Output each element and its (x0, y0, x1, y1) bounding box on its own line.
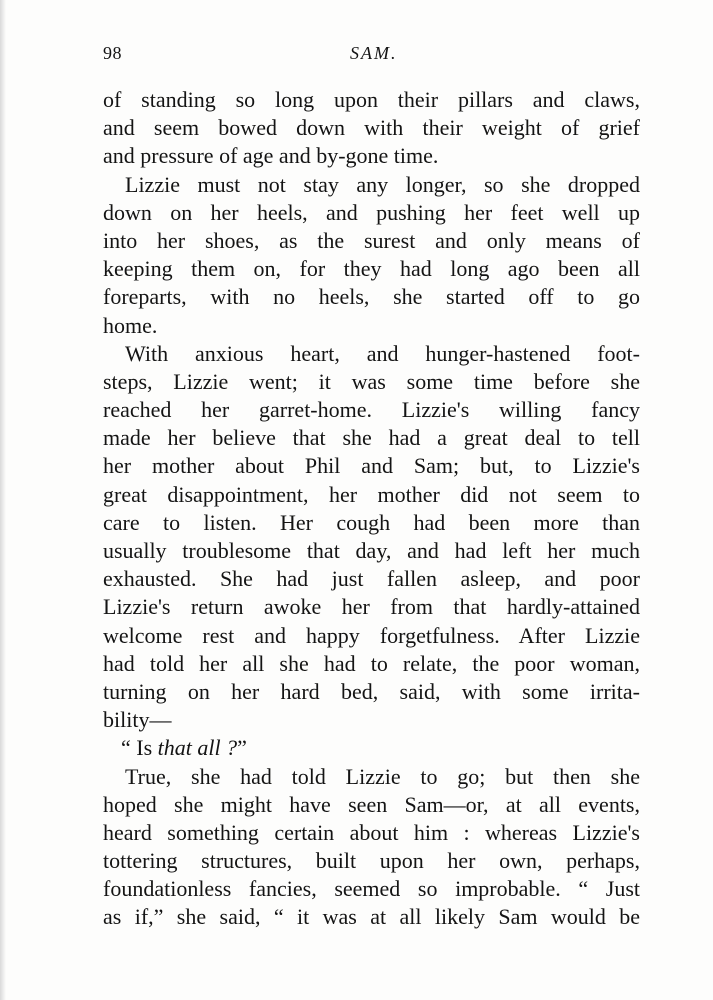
text-line: foundationless fancies, seemed so improbable. “ Just (103, 876, 640, 902)
page-header (103, 43, 643, 73)
text-line: her mother about Phil and Sam; but, to Lizzie's (103, 453, 640, 479)
page-number: 98 (103, 43, 122, 63)
text-line: and pressure of age and by-gone time. (103, 143, 439, 169)
text-line: True, she had told Lizzie to go; but then she (125, 763, 640, 789)
text-line: Lizzie must not stay any longer, so she dropped (125, 171, 640, 197)
text-line: bility— (103, 707, 172, 733)
text-line: heard something certain about him : whereas Lizzie's (103, 819, 640, 845)
text-line: Lizzie's return awoke her from that hardly-attained (103, 594, 640, 620)
text-line: of standing so long upon their pillars and claws, (103, 87, 640, 112)
text-line: great disappointment, her mother did not seem to (103, 481, 640, 507)
text-line: hoped she might have seen Sam—or, at all events, (103, 791, 640, 817)
text-line: down on her heels, and pushing her feet well up (103, 199, 640, 225)
text-line: foreparts, with no heels, she started off to go (103, 284, 640, 310)
page-edge-shadow (0, 0, 6, 1000)
running-head: SAM. (350, 43, 398, 63)
text-line: had told her all she had to relate, the poor woman, (103, 650, 640, 676)
text-line: as if,” she said, “ it was at all likely Sam would be (103, 904, 640, 930)
text-line: home. (103, 312, 158, 338)
quote-open: “ Is (121, 735, 158, 761)
quote-italic: that all ? (157, 735, 238, 761)
body-text (103, 86, 640, 932)
quote-close: ” (237, 735, 247, 761)
text-line: usually troublesome that day, and had left her much (103, 538, 640, 563)
text-line: tottering structures, built upon her own, perhaps, (103, 848, 640, 874)
text-line: keeping them on, for they had long ago been all (103, 256, 640, 282)
text-line: and seem bowed down with their weight of grief (103, 115, 640, 141)
text-line: steps, Lizzie went; it was some time before she (103, 368, 640, 394)
text-line: welcome rest and happy forgetfulness. After Lizzie (103, 622, 640, 648)
text-line: With anxious heart, and hunger-hastened foot- (125, 340, 640, 366)
quoted-line (103, 734, 640, 762)
text-line: exhausted. She had just fallen asleep, and poor (103, 566, 640, 592)
text-line: care to listen. Her cough had been more than (103, 509, 640, 535)
text-line: turning on her hard bed, said, with some irrita- (103, 678, 640, 704)
text-line: made her believe that she had a great deal to tell (103, 425, 640, 451)
text-line: reached her garret-home. Lizzie's willing fancy (103, 397, 640, 423)
text-line: into her shoes, as the surest and only means of (103, 227, 640, 253)
